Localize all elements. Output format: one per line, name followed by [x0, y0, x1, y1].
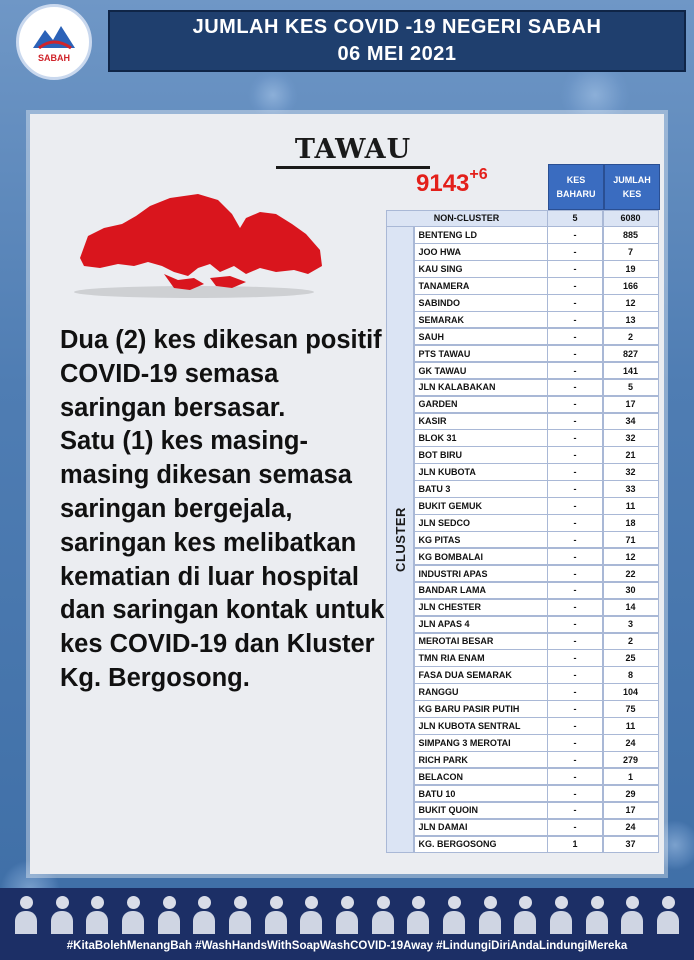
- cluster-new-cases: -: [547, 463, 603, 480]
- frontliner-figure-icon: [549, 894, 573, 934]
- cluster-total-cases: 24: [603, 819, 659, 836]
- cluster-total-cases: 2: [603, 633, 659, 650]
- cluster-name: BATU 3: [414, 480, 548, 497]
- cluster-total-cases: 34: [603, 413, 659, 430]
- header-new-cases: KES BAHARU: [548, 164, 604, 210]
- cluster-total-cases: 17: [603, 396, 659, 413]
- table-row: [414, 752, 659, 769]
- cluster-name: SAUH: [414, 328, 548, 345]
- cluster-name: SEMARAK: [414, 311, 548, 328]
- cluster-total-cases: 24: [603, 734, 659, 751]
- narrative-paragraph: Satu (1) kes masing-masing dikesan semasa saringan bergejala, saringan kes melibatkan kematian di luar hospital dan saringan kontak untuk kes COVID-19 dan Kluster Kg. Bergosong.: [60, 427, 385, 692]
- cluster-name: BUKIT GEMUK: [414, 497, 548, 514]
- table-row: [414, 785, 659, 802]
- cluster-name: JLN SEDCO: [414, 514, 548, 531]
- cluster-total-cases: 7: [603, 243, 659, 260]
- cluster-total-cases: 22: [603, 565, 659, 582]
- cluster-new-cases: -: [547, 514, 603, 531]
- cluster-new-cases: -: [547, 599, 603, 616]
- cluster-name: KG BOMBALAI: [414, 548, 548, 565]
- cluster-name: JLN APAS 4: [414, 616, 548, 633]
- cluster-new-cases: -: [547, 345, 603, 362]
- cluster-total-cases: 11: [603, 497, 659, 514]
- cluster-total-cases: 32: [603, 429, 659, 446]
- cluster-total-cases: 17: [603, 802, 659, 819]
- table-row: [414, 802, 659, 819]
- cluster-name: KG BARU PASIR PUTIH: [414, 700, 548, 717]
- cluster-total-cases: 21: [603, 446, 659, 463]
- cluster-name: BANDAR LAMA: [414, 582, 548, 599]
- cluster-rows: [414, 227, 659, 853]
- cluster-total-cases: 33: [603, 480, 659, 497]
- district-map-icon: [70, 188, 330, 300]
- table-row: [414, 819, 659, 836]
- cluster-total-cases: 827: [603, 345, 659, 362]
- cluster-name: BUKIT QUOIN: [414, 802, 548, 819]
- frontliner-figure-icon: [335, 894, 359, 934]
- table-row: [414, 667, 659, 684]
- cluster-total-cases: 104: [603, 683, 659, 700]
- table-row: [414, 701, 659, 718]
- cluster-new-cases: -: [547, 616, 603, 633]
- cluster-new-cases: -: [547, 294, 603, 311]
- cluster-name: KG PITAS: [414, 531, 548, 548]
- cluster-total-cases: 37: [603, 836, 659, 853]
- non-cluster-label: NON-CLUSTER: [386, 210, 548, 227]
- cluster-total-cases: 8: [603, 666, 659, 683]
- frontliner-figure-icon: [406, 894, 430, 934]
- cluster-name: KAU SING: [414, 260, 548, 277]
- frontliner-figure-icon: [585, 894, 609, 934]
- table-row: [414, 295, 659, 312]
- table-row: [414, 548, 659, 565]
- table-row: [414, 447, 659, 464]
- table-row: [414, 328, 659, 345]
- cluster-total-cases: 166: [603, 277, 659, 294]
- cluster-new-cases: -: [547, 243, 603, 260]
- cluster-new-cases: -: [547, 802, 603, 819]
- table-row: [414, 464, 659, 481]
- table-row: [414, 616, 659, 633]
- cluster-total-cases: 3: [603, 616, 659, 633]
- cluster-total-cases: 32: [603, 463, 659, 480]
- non-cluster-row: [386, 210, 660, 227]
- table-row: [414, 599, 659, 616]
- cluster-name: FASA DUA SEMARAK: [414, 666, 548, 683]
- cluster-name: BENTENG LD: [414, 226, 548, 243]
- cluster-total-cases: 885: [603, 226, 659, 243]
- cluster-total-cases: 18: [603, 514, 659, 531]
- frontliner-figure-icon: [157, 894, 181, 934]
- frontliner-figure-icon: [620, 894, 644, 934]
- frontliner-figure-icon: [85, 894, 109, 934]
- page-date: 06 MEI 2021: [337, 43, 457, 65]
- frontliner-figure-icon: [121, 894, 145, 934]
- cluster-name: GARDEN: [414, 396, 548, 413]
- cluster-total-cases: 14: [603, 599, 659, 616]
- cluster-name: JLN KUBOTA SENTRAL: [414, 717, 548, 734]
- cluster-total-cases: 29: [603, 785, 659, 802]
- table-row: [414, 379, 659, 396]
- cluster-new-cases: -: [547, 446, 603, 463]
- table-row: [414, 498, 659, 515]
- cluster-new-cases: -: [547, 277, 603, 294]
- frontliner-figure-icon: [656, 894, 680, 934]
- cluster-total-cases: 2: [603, 328, 659, 345]
- header-total-cases: JUMLAH KES: [604, 164, 660, 210]
- cluster-new-cases: -: [547, 751, 603, 768]
- cluster-name: SIMPANG 3 MEROTAI: [414, 734, 548, 751]
- cluster-new-cases: -: [547, 633, 603, 650]
- cluster-name: JLN KUBOTA: [414, 463, 548, 480]
- frontliner-figure-icon: [371, 894, 395, 934]
- cluster-total-cases: 5: [603, 379, 659, 396]
- cluster-section: [386, 227, 660, 853]
- cluster-total-cases: 12: [603, 548, 659, 565]
- cluster-name: RICH PARK: [414, 751, 548, 768]
- frontliner-figure-icon: [264, 894, 288, 934]
- content-panel: [30, 114, 664, 874]
- table-row: [414, 430, 659, 447]
- frontliner-figures: [8, 894, 686, 938]
- mountain-logo-icon: [31, 22, 77, 52]
- cluster-name: KG. BERGOSONG: [414, 836, 548, 853]
- table-header-row: [548, 164, 660, 210]
- page-title: JUMLAH KES COVID -19 NEGERI SABAH: [192, 16, 602, 38]
- cluster-name: RANGGU: [414, 683, 548, 700]
- total-cases-value: 9143: [416, 170, 470, 197]
- cluster-new-cases: -: [547, 497, 603, 514]
- table-row: [414, 362, 659, 379]
- cluster-new-cases: -: [547, 717, 603, 734]
- cluster-total-cases: 12: [603, 294, 659, 311]
- new-cases-value: +6: [469, 166, 488, 183]
- cluster-new-cases: -: [547, 683, 603, 700]
- logo-label: SABAH: [37, 52, 70, 63]
- cluster-new-cases: -: [547, 734, 603, 751]
- cluster-new-cases: -: [547, 700, 603, 717]
- table-row: [414, 633, 659, 650]
- cluster-name: JLN DAMAI: [414, 819, 548, 836]
- cluster-new-cases: -: [547, 413, 603, 430]
- cluster-new-cases: -: [547, 785, 603, 802]
- table-row: [414, 768, 659, 785]
- page-header: [108, 10, 686, 72]
- cluster-name: PTS TAWAU: [414, 345, 548, 362]
- table-row: [414, 735, 659, 752]
- narrative-paragraph: Dua (2) kes dikesan positif COVID-19 semasa saringan bersasar.: [60, 326, 382, 422]
- table-row: [414, 481, 659, 498]
- hashtags: #KitaBolehMenangBah #WashHandsWithSoapWashCOVID-19Away #LindungiDiriAndaLindungiMereka: [66, 940, 628, 952]
- non-cluster-new: 5: [547, 210, 603, 227]
- table-row: [414, 582, 659, 599]
- cases-table: [386, 164, 660, 853]
- cluster-name: JOO HWA: [414, 243, 548, 260]
- cluster-total-cases: 19: [603, 260, 659, 277]
- district-title: TAWAU: [276, 134, 430, 169]
- frontliner-figure-icon: [192, 894, 216, 934]
- cluster-new-cases: -: [547, 311, 603, 328]
- cluster-total-cases: 30: [603, 582, 659, 599]
- cluster-name: JLN KALABAKAN: [414, 379, 548, 396]
- cluster-name: MEROTAI BESAR: [414, 633, 548, 650]
- footer-banner: [0, 888, 694, 960]
- cluster-new-cases: -: [547, 548, 603, 565]
- cluster-new-cases: -: [547, 531, 603, 548]
- cluster-total-cases: 13: [603, 311, 659, 328]
- table-row: [414, 836, 659, 853]
- frontliner-figure-icon: [442, 894, 466, 934]
- table-row: [414, 261, 659, 278]
- cluster-name: INDUSTRI APAS: [414, 565, 548, 582]
- cluster-name: SABINDO: [414, 294, 548, 311]
- cluster-name: TANAMERA: [414, 277, 548, 294]
- cluster-name: JLN CHESTER: [414, 599, 548, 616]
- cluster-new-cases: -: [547, 429, 603, 446]
- cluster-new-cases: -: [547, 768, 603, 785]
- cluster-new-cases: -: [547, 582, 603, 599]
- cluster-total-cases: 75: [603, 700, 659, 717]
- cluster-name: TMN RIA ENAM: [414, 649, 548, 666]
- cluster-new-cases: -: [547, 565, 603, 582]
- table-row: [414, 532, 659, 549]
- frontliner-figure-icon: [513, 894, 537, 934]
- cluster-total-cases: 11: [603, 717, 659, 734]
- cluster-name: BOT BIRU: [414, 446, 548, 463]
- cluster-new-cases: -: [547, 649, 603, 666]
- frontliner-figure-icon: [228, 894, 252, 934]
- cluster-name: BATU 10: [414, 785, 548, 802]
- frontliner-figure-icon: [50, 894, 74, 934]
- table-row: [414, 278, 659, 295]
- cluster-label-text: CLUSTER: [392, 507, 408, 573]
- virus-decoration-icon: [248, 70, 298, 120]
- narrative-text: [60, 324, 390, 696]
- table-row: [414, 396, 659, 413]
- table-row: [414, 345, 659, 362]
- cluster-total-cases: 141: [603, 362, 659, 379]
- frontliner-figure-icon: [14, 894, 38, 934]
- cluster-total-cases: 279: [603, 751, 659, 768]
- frontliner-figure-icon: [299, 894, 323, 934]
- cluster-new-cases: -: [547, 396, 603, 413]
- table-row: [414, 684, 659, 701]
- cluster-new-cases: -: [547, 260, 603, 277]
- cluster-new-cases: 1: [547, 836, 603, 853]
- table-row: [414, 244, 659, 261]
- table-row: [414, 227, 659, 244]
- table-row: [414, 718, 659, 735]
- cluster-name: BLOK 31: [414, 429, 548, 446]
- table-row: [414, 565, 659, 582]
- cluster-new-cases: -: [547, 379, 603, 396]
- cluster-new-cases: -: [547, 328, 603, 345]
- table-row: [414, 312, 659, 329]
- cluster-name: BELACON: [414, 768, 548, 785]
- sabah-logo: [16, 4, 92, 80]
- cluster-total-cases: 25: [603, 649, 659, 666]
- table-row: [414, 650, 659, 667]
- cluster-new-cases: -: [547, 666, 603, 683]
- cluster-label: [386, 226, 414, 853]
- cluster-new-cases: -: [547, 226, 603, 243]
- cluster-new-cases: -: [547, 819, 603, 836]
- table-row: [414, 515, 659, 532]
- cluster-new-cases: -: [547, 480, 603, 497]
- cluster-total-cases: 1: [603, 768, 659, 785]
- cluster-name: GK TAWAU: [414, 362, 548, 379]
- cluster-name: KASIR: [414, 413, 548, 430]
- non-cluster-total: 6080: [603, 210, 659, 227]
- cluster-total-cases: 71: [603, 531, 659, 548]
- table-row: [414, 413, 659, 430]
- frontliner-figure-icon: [478, 894, 502, 934]
- cluster-new-cases: -: [547, 362, 603, 379]
